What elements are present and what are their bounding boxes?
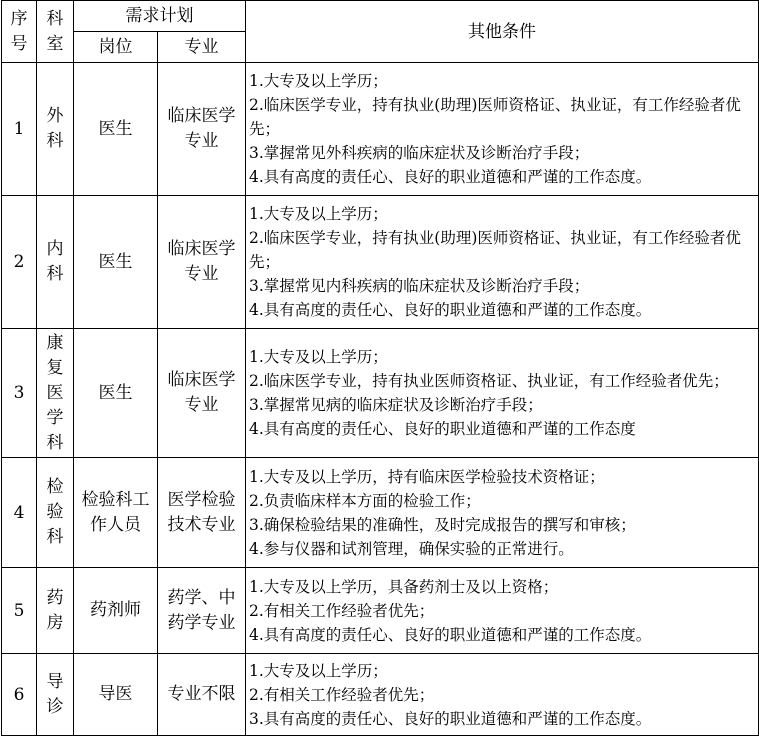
condition-item: 1.大专及以上学历； (249, 661, 388, 680)
condition-item: 3.掌握常见内科疾病的临床症状及诊断治疗手段； (249, 277, 590, 295)
recruitment-table (1, 0, 759, 736)
condition-item: 2.临床医学专业，持有执业(助理)医师资格证、执业证，有工作经验者优先； (249, 229, 741, 271)
condition-item: 4.具有高度的责任心、良好的职业道德和严谨的工作态度。 (249, 168, 652, 186)
condition-item: 2.临床医学专业，持有执业医师资格证、执业证，有工作经验者优先； (249, 372, 729, 390)
condition-item: 1.大专及以上学历； (249, 348, 388, 366)
row-major: 专业不限 (158, 654, 246, 736)
header-seq: 序 号 (2, 1, 37, 63)
row-major: 临床医学专业 (158, 196, 246, 329)
condition-item: 1.大专及以上学历； (249, 205, 388, 223)
header-dept: 科 室 (37, 1, 74, 63)
row-position: 检验科工作人员 (74, 458, 158, 568)
row-major: 医学检验技术专业 (158, 458, 246, 568)
row-conditions (246, 458, 759, 568)
condition-item: 4.参与仪器和试剂管理，确保实验的正常进行。 (249, 539, 574, 558)
row-conditions (246, 329, 759, 458)
header-major: 专业 (158, 32, 246, 63)
header-position: 岗位 (74, 32, 158, 63)
row-seq: 4 (2, 458, 37, 568)
table-row (2, 196, 759, 329)
condition-item: 3.具有高度的责任心、良好的职业道德和严谨的工作态度。 (249, 709, 652, 728)
table-row (2, 458, 759, 568)
table-row (2, 568, 759, 654)
table-row (2, 63, 759, 196)
row-position: 导医 (74, 654, 158, 736)
condition-item: 4.具有高度的责任心、良好的职业道德和严谨的工作态度 (249, 420, 636, 438)
row-position: 药剂师 (74, 568, 158, 654)
row-major: 临床医学专业 (158, 329, 246, 458)
row-dept: 导 诊 (37, 654, 74, 736)
row-seq: 6 (2, 654, 37, 736)
row-dept: 康 复 医 学 科 (37, 329, 74, 458)
row-position: 医生 (74, 196, 158, 329)
condition-item: 2.负责临床样本方面的检验工作； (249, 491, 481, 510)
condition-item: 2.有相关工作经验者优先； (249, 601, 435, 620)
row-position: 医生 (74, 63, 158, 196)
header-plan: 需求计划 (74, 1, 246, 32)
row-major: 药学、中药学专业 (158, 568, 246, 654)
condition-item: 1.大专及以上学历； (249, 72, 388, 90)
row-seq: 1 (2, 63, 37, 196)
row-dept: 检 验 科 (37, 458, 74, 568)
row-dept: 外 科 (37, 63, 74, 196)
condition-item: 3.掌握常见病的临床症状及诊断治疗手段； (249, 396, 543, 414)
condition-item: 2.有相关工作经验者优先； (249, 685, 435, 704)
condition-item: 2.临床医学专业，持有执业(助理)医师资格证、执业证，有工作经验者优先； (249, 96, 741, 138)
row-conditions (246, 63, 759, 196)
row-conditions (246, 654, 759, 736)
row-dept: 内 科 (37, 196, 74, 329)
row-conditions (246, 196, 759, 329)
condition-item: 4.具有高度的责任心、良好的职业道德和严谨的工作态度。 (249, 301, 652, 319)
condition-item: 3.掌握常见外科疾病的临床症状及诊断治疗手段； (249, 144, 590, 162)
row-dept: 药 房 (37, 568, 74, 654)
row-position: 医生 (74, 329, 158, 458)
row-major: 临床医学专业 (158, 63, 246, 196)
row-seq: 2 (2, 196, 37, 329)
condition-item: 3.确保检验结果的准确性，及时完成报告的撰写和审核； (249, 515, 636, 534)
row-seq: 5 (2, 568, 37, 654)
header-other: 其他条件 (246, 1, 759, 63)
table-row (2, 654, 759, 736)
condition-item: 1.大专及以上学历，具备药剂士及以上资格； (249, 577, 559, 596)
condition-item: 4.具有高度的责任心、良好的职业道德和严谨的工作态度。 (249, 625, 652, 644)
row-conditions (246, 568, 759, 654)
condition-item: 1.大专及以上学历，持有临床医学检验技术资格证； (249, 467, 605, 486)
row-seq: 3 (2, 329, 37, 458)
table-row (2, 329, 759, 458)
